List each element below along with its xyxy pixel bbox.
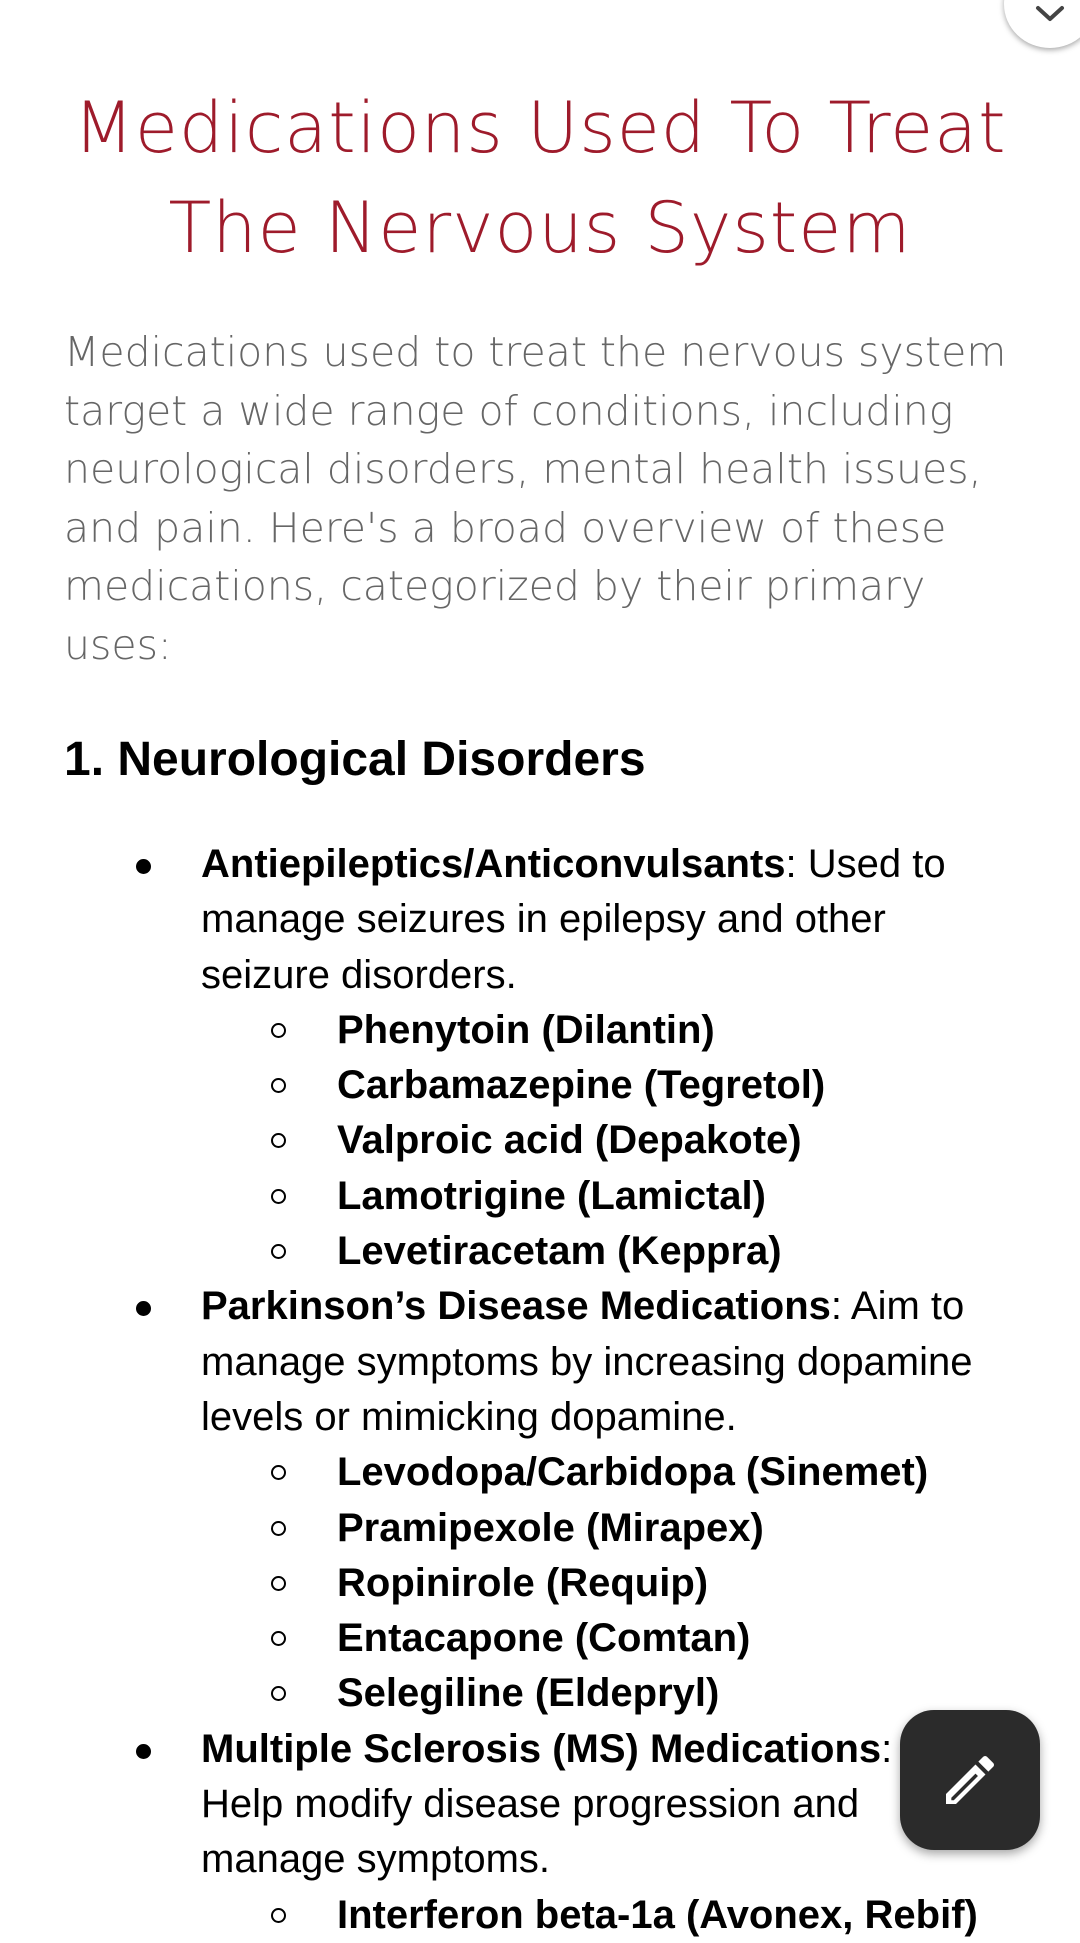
drug-name: Lamotrigine (Lamictal) <box>337 1173 766 1218</box>
sub-list-item <box>0 1003 1080 1058</box>
category-desc: manage symptoms. <box>201 1837 551 1882</box>
list-item <box>0 1279 1080 1334</box>
document-title <box>40 78 1040 278</box>
sub-list-item <box>0 1445 1080 1500</box>
circle-bullet-icon <box>271 1133 286 1148</box>
chevron-down-icon <box>1034 4 1066 24</box>
drug-name: Entacapone (Comtan) <box>337 1616 751 1661</box>
circle-bullet-icon <box>271 1908 286 1923</box>
sub-list-item <box>0 1113 1080 1168</box>
drug-name: Levodopa/Carbidopa (Sinemet) <box>337 1450 929 1495</box>
drug-name: Interferon beta-1a (Avonex, Rebif) <box>337 1892 978 1937</box>
sub-list-item <box>0 1169 1080 1224</box>
circle-bullet-icon <box>271 1023 286 1038</box>
category-name: Antiepileptics/Anticonvulsants <box>201 842 786 886</box>
sub-list-item <box>0 1224 1080 1279</box>
category-desc: manage symptoms by increasing dopamine <box>201 1339 973 1384</box>
title-line-1: Medications Used To Treat <box>73 87 1007 169</box>
drug-name: Carbamazepine (Tegretol) <box>337 1063 826 1108</box>
list-item <box>0 837 1080 892</box>
sub-list-item <box>0 1501 1080 1556</box>
circle-bullet-icon <box>271 1686 286 1701</box>
sub-list-item <box>0 1058 1080 1113</box>
intro-line: Medications used to treat the nervous system <box>64 328 1007 376</box>
circle-bullet-icon <box>271 1244 286 1259</box>
category-desc: manage seizures in epilepsy and other <box>201 897 886 942</box>
category-desc: : Used to <box>785 842 946 886</box>
circle-bullet-icon <box>271 1521 286 1536</box>
title-line-2: The Nervous System <box>168 187 912 269</box>
intro-line: uses: <box>64 620 172 669</box>
intro-line: target a wide range of conditions, including <box>64 386 954 435</box>
category-name: Parkinson’s Disease Medications <box>201 1284 831 1329</box>
edit-fab-button[interactable] <box>900 1710 1040 1850</box>
intro-line: medications, categorized by their primary <box>64 562 926 611</box>
drug-name: Phenytoin (Dilantin) <box>337 1007 715 1052</box>
category-name: Multiple Sclerosis (MS) Medications <box>201 1726 882 1771</box>
category-desc: : <box>881 1726 893 1771</box>
pencil-icon <box>938 1748 1002 1812</box>
intro-line: and pain. Here's a broad overview of these <box>64 503 947 552</box>
drug-name: Levetiracetam (Keppra) <box>337 1229 782 1274</box>
category-desc: : Aim to <box>830 1284 965 1329</box>
intro-paragraph <box>64 323 1024 675</box>
circle-bullet-icon <box>271 1078 286 1093</box>
sub-list-item <box>0 1888 1080 1943</box>
section-heading: 1. Neurological Disorders <box>64 733 646 786</box>
category-desc: levels or mimicking dopamine. <box>201 1394 737 1439</box>
sub-list-item <box>0 1556 1080 1611</box>
circle-bullet-icon <box>271 1576 286 1591</box>
drug-name: Ropinirole (Requip) <box>337 1560 709 1605</box>
drug-name: Valproic acid (Depakote) <box>337 1118 802 1163</box>
circle-bullet-icon <box>271 1631 286 1646</box>
drug-name: Selegiline (Eldepryl) <box>337 1671 720 1716</box>
sub-list-item <box>0 1611 1080 1666</box>
intro-line: neurological disorders, mental health issues, <box>64 445 982 494</box>
category-desc: Help modify disease progression and <box>201 1782 860 1827</box>
category-desc: seizure disorders. <box>201 952 517 997</box>
drug-name: Pramipexole (Mirapex) <box>337 1505 764 1550</box>
circle-bullet-icon <box>271 1465 286 1480</box>
circle-bullet-icon <box>271 1189 286 1204</box>
